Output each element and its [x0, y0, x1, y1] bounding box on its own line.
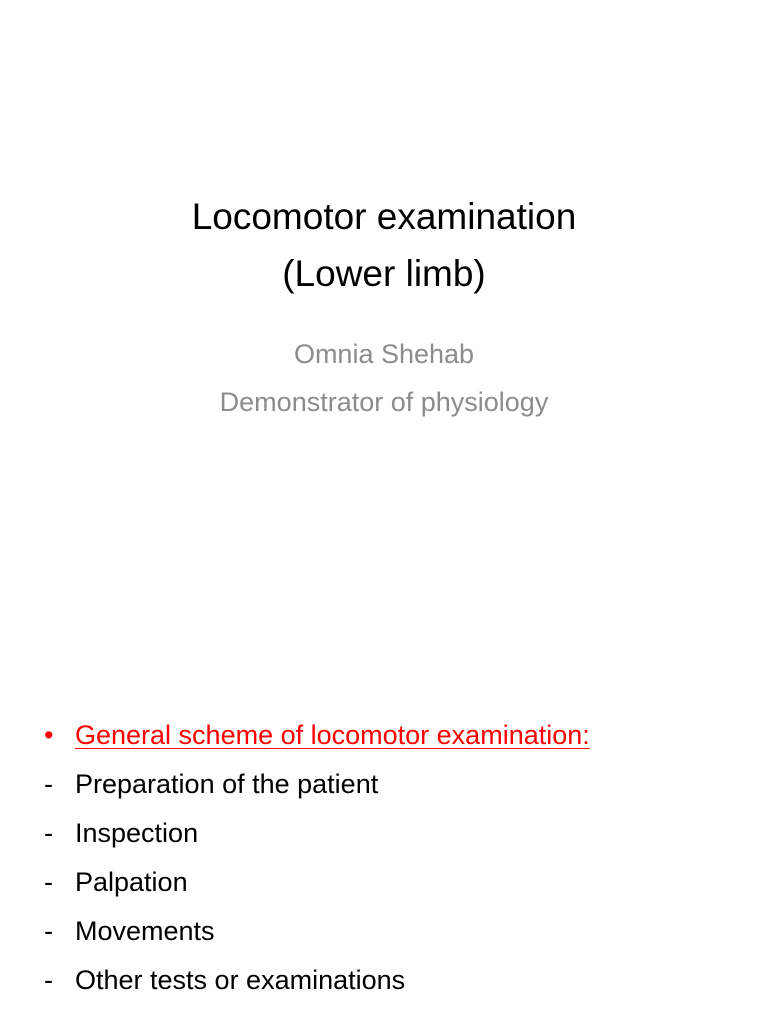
slide-subtitle: [0, 330, 768, 426]
list-item-text: Preparation of the patient: [75, 769, 379, 799]
list-item: [44, 858, 590, 907]
list-item-text: Palpation: [75, 867, 188, 897]
author-name: Omnia Shehab: [293, 339, 475, 369]
content-slide: [0, 576, 768, 1024]
list-item: [44, 956, 590, 1005]
slide-title: [0, 188, 768, 302]
author-role: Demonstrator of physiology: [219, 387, 549, 417]
list-item-text: Movements: [75, 916, 215, 946]
content-list: [44, 711, 590, 1005]
dash-marker: -: [44, 916, 53, 946]
dash-marker: -: [44, 818, 53, 848]
list-heading: [44, 711, 590, 760]
list-item: [44, 809, 590, 858]
list-item: [44, 760, 590, 809]
list-item-text: Inspection: [75, 818, 199, 848]
title-line-2: (Lower limb): [282, 253, 486, 294]
dash-marker: -: [44, 867, 53, 897]
list-item: [44, 907, 590, 956]
bullet-marker: •: [44, 720, 54, 750]
title-line-1: Locomotor examination: [191, 196, 577, 237]
dash-marker: -: [44, 965, 53, 995]
list-item-text: Other tests or examinations: [75, 965, 406, 995]
heading-text: General scheme of locomotor examination:: [75, 720, 590, 750]
dash-marker: -: [44, 769, 53, 799]
